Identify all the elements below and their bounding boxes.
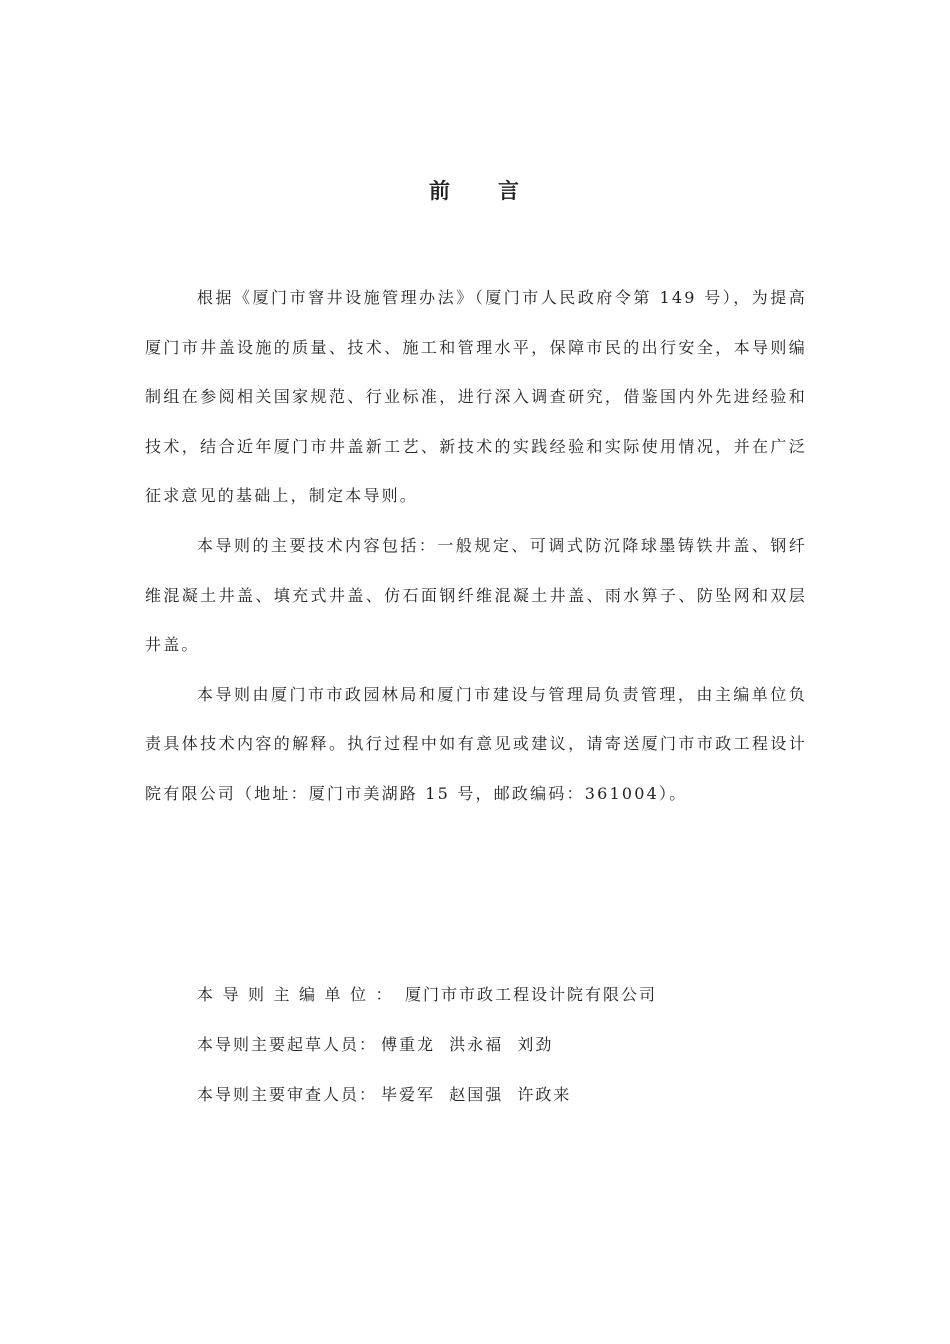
- paragraph-management: 本导则由厦门市市政园林局和厦门市建设与管理局负责管理，由主编单位负责具体技术内容的解释。执行过程中如有意见或建议，请寄送厦门市市政工程设计院有限公司（地址：厦门市美湖路 15 号，邮政编码：361004）。: [145, 684, 807, 803]
- credit-label: 本导则主编单位：: [197, 985, 402, 1004]
- credit-label: 本导则主要审查人员：: [197, 1085, 378, 1104]
- credit-value: 傅重龙 洪永福 刘劲: [381, 1035, 554, 1054]
- credit-row-drafters: [197, 1020, 817, 1070]
- credits-block: [197, 970, 817, 1120]
- page-title-part1: 前: [429, 179, 452, 203]
- paragraph-basis: 根据《厦门市窨井设施管理办法》（厦门市人民政府令第 149 号），为提高厦门市井盖设施的质量、技术、施工和管理水平，保障市民的出行安全，本导则编制组在参阅相关国家规范、行业标准，进行深入调查研究，借鉴国内外先进经验和技术，结合近年厦门市井盖新工艺、新技术的实践经验和实际使用情况，并在广泛征求意见的基础上，制定本导则。: [145, 288, 807, 506]
- credit-row-editor: [197, 970, 817, 1020]
- page-title-part2: 言: [498, 179, 521, 203]
- credit-value: 毕爱军 赵国强 许政来: [381, 1085, 572, 1104]
- paragraph-content: 本导则的主要技术内容包括：一般规定、可调式防沉降球墨铸铁井盖、钢纤维混凝土井盖、填充式井盖、仿石面钢纤维混凝土井盖、雨水箅子、防坠网和双层井盖。: [145, 535, 807, 655]
- credit-value: 厦门市市政工程设计院有限公司: [405, 985, 658, 1004]
- page-title: [0, 176, 950, 206]
- credit-row-reviewers: [197, 1070, 817, 1120]
- credit-label: 本导则主要起草人员：: [197, 1035, 378, 1054]
- preface-body: [145, 273, 807, 819]
